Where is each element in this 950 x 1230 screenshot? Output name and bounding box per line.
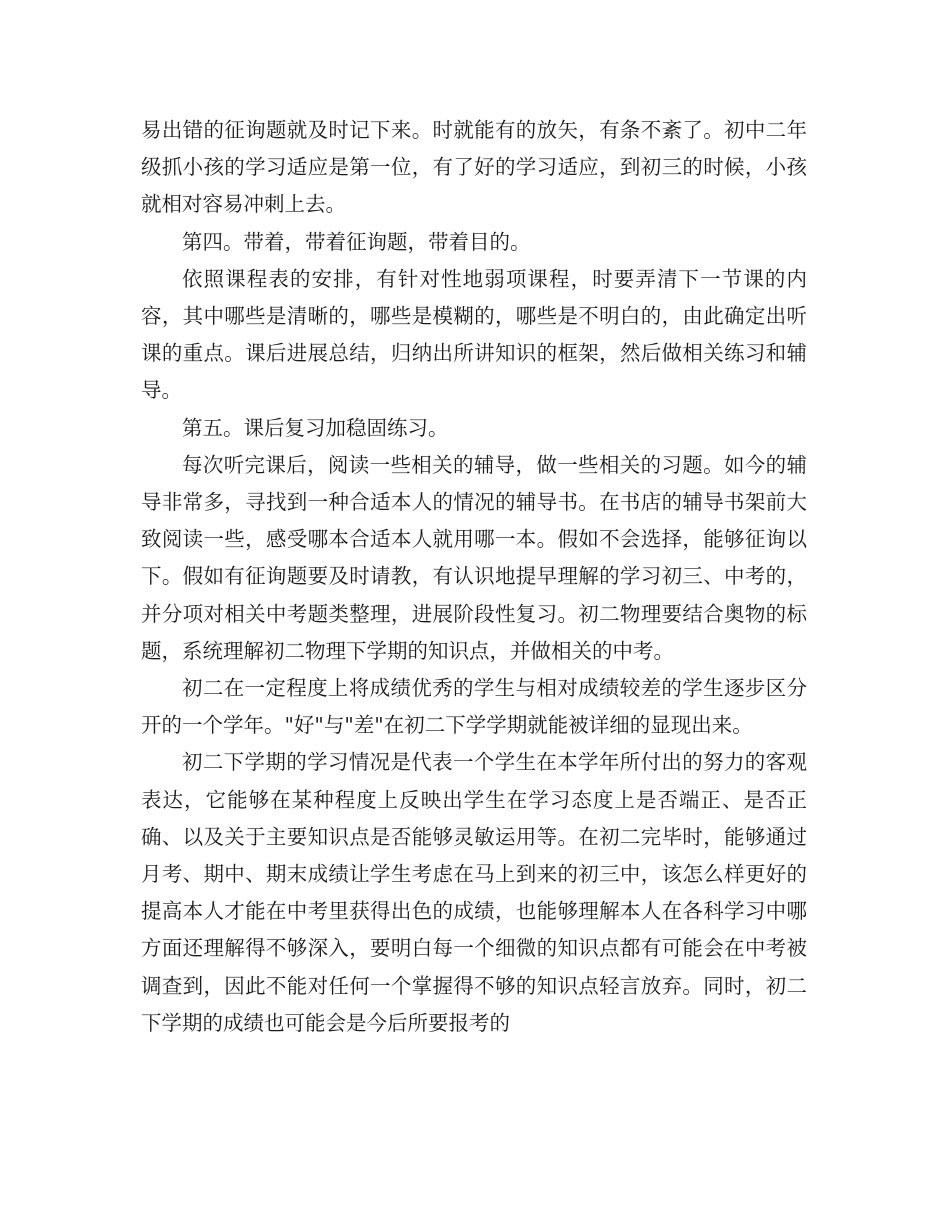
paragraph-7: 初二下学期的学习情况是代表一个学生在本学年所付出的努力的客观表达，它能够在某种程度上反映出学生在学习态度上是否端正、是否正确、以及关于主要知识点是否能够灵敏运用等。在初二完毕时，能够通过月考、期中、期末成绩让学生考虑在马上到来的初三中，该怎么样更好的提高本人才能在中考里获得出色的成绩，也能够理解本人在各科学习中哪方面还理解得不够深入，要明白每一个细微的知识点都有可能会在中考被调查到，因此不能对任何一个掌握得不够的知识点轻言放弃。同时，初二下学期的成绩也可能会是今后所要报考的 (141, 750, 807, 1035)
paragraph-5: 每次听完课后，阅读一些相关的辅导，做一些相关的习题。如今的辅导非常多，寻找到一种合适本人的情况的辅导书。在书店的辅导书架前大致阅读一些，感受哪本合适本人就用哪一本。假如不会选择，能够征询以下。假如有征询题要及时请教，有认识地提早理解的学习初三、中考的，并分项对相关中考题类整理，进展阶段性复习。初二物理要结合奥物的标题，系统理解初二物理下学期的知识点，并做相关的中考。 (141, 452, 807, 663)
paragraph-6: 初二在一定程度上将成绩优秀的学生与相对成绩较差的学生逐步区分开的一个学年。"好"与"差"在初二下学学期就能被详细的显现出来。 (141, 676, 807, 738)
paragraph-2: 第四。带着，带着征询题，带着目的。 (182, 229, 531, 254)
paragraph-1: 易出错的征询题就及时记下来。时就能有的放矢，有条不紊了。初中二年级抓小孩的学习适应是第一位，有了好的学习适应，到初三的时候，小孩就相对容易冲刺上去。 (141, 118, 807, 217)
paragraph-3: 依照课程表的安排，有针对性地弱项课程，时要弄清下一节课的内容，其中哪些是清晰的，哪些是模糊的，哪些是不明白的，由此确定出听课的重点。课后进展总结，归纳出所讲知识的框架，然后做相关练习和辅导。 (141, 266, 807, 403)
document-body (141, 112, 807, 1042)
paragraph-4: 第五。课后复习加稳固练习。 (182, 415, 449, 440)
